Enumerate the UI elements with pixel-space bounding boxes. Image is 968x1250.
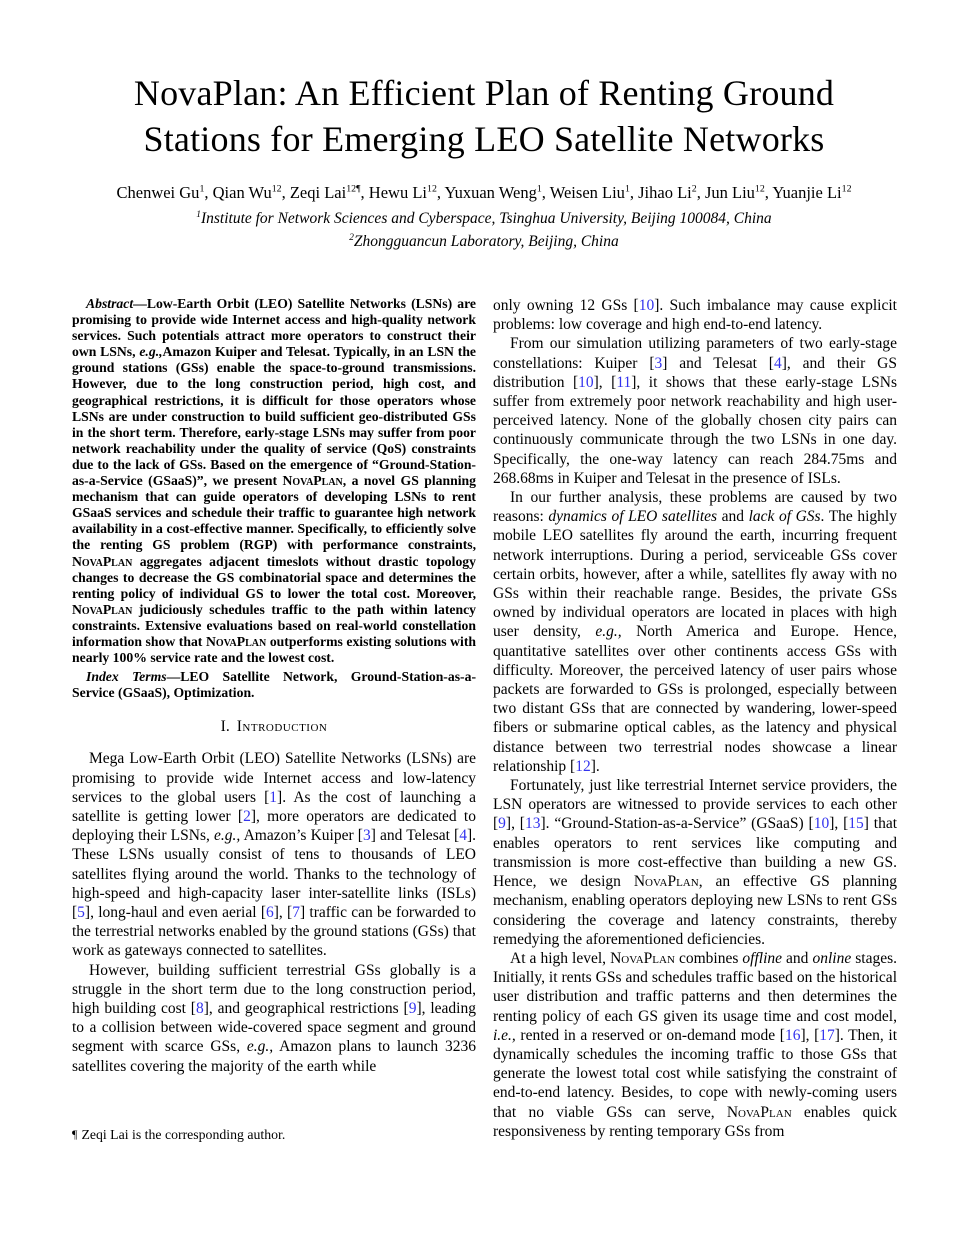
footnote-text: Zeqi Lai is the corresponding author. [81,1127,286,1142]
citation-link[interactable]: 4 [773,354,782,372]
body-paragraph: From our simulation utilizing parameters of two early-stage constellations: Kuiper [3] and Telesat [4], and their GS distribution [10], [11], it shows that these early-stage LSNs suffer from extremely poor network reachability and high user-perceived latency. None of the globally chosen city pairs can continuously communicate through the two LSNs in one day. Specifically, the one-way latency can reach 284.75ms and 268.68ms in Kuiper and Telesat in the presence of ISLs. [493,335,897,487]
citation-link[interactable]: 15 [848,815,864,833]
section-number: I. [220,718,230,736]
body-paragraph: At a high level, NovaPlan combines offline and online stages. Initially, it rents GSs and schedules traffic based on the historical user distribution and traffic patterns and then determines the renting policy of each GS given its usage time and cost model, i.e., rented in a reserved or on-demand mode [16], [17]. Then, it dynamically schedules the incoming traffic to those GSs that generate the lowest total cost while satisfying the constraint of end-to-end latency. Besides, to cope with newly-coming users that no viable GSs can serve, NovaPlan enables quick responsiveness by renting temporary GSs from [493,949,898,1140]
citation-link[interactable]: 3 [362,827,371,845]
citation-link[interactable]: 3 [654,354,663,372]
author-affiliation-marker: 12 [754,183,765,195]
system-name-smallcaps: NovaPlan [726,1103,792,1121]
section-heading-introduction [72,718,476,736]
paper-title-line-1: NovaPlan: An Efficient Plan of Renting Ground [133,73,835,113]
styled-text: e.g., [246,1038,274,1056]
styled-text: lack of GSs [748,508,821,526]
author-line [0,183,968,203]
body-paragraph: However, building sufficient terrestrial GSs globally is a struggle in the short term due to the long construction period, high building cost [8], and geographical restrictions [9], leading to a collision between wide-covered space segment and ground segment with scarce GSs, e.g., Amazon plans to launch 3236 satellites covering the majority of the earth while [72,961,476,1075]
author-affiliation-marker: 1 [199,183,205,195]
styled-text: Abstract [86,296,134,311]
paper-title-line-2: Stations for Emerging LEO Satellite Networks [143,119,825,159]
citation-link[interactable]: 17 [819,1026,835,1044]
styled-text: e.g., [595,623,622,641]
body-paragraph: In our further analysis, these problems are caused by two reasons: dynamics of LEO satellites and lack of GSs. The highly mobile LEO satellites fly around the earth, incurring frequent network interruptions. During a period, serviceable GSs cover certain orbits, however, after a while, satellites fly away with no GSs within their reachable range. Besides, the private GSs owned by individual operators are located in places with high user density, e.g., North America and Europe. Hence, quantitative satellites over other continents access GSs with difficulty. Moreover, the perceived latency of user pairs whose packets are forwarded to GSs is prolonged, especially between two distant GSs that are connected by wandering, lower-speed fibers or submarine optical cables, as the latency and physical distance between two terrestrial nodes showcase a linear relationship [12]. [493,489,897,775]
system-name-smallcaps: NovaPlan [610,949,675,967]
affiliation-2 [0,233,968,251]
right-column [493,296,897,1141]
author-affiliation-marker: 2 [691,183,697,195]
system-name-smallcaps: NovaPlan [72,601,133,617]
author-affiliation-marker: 12 [427,183,437,195]
affiliation-marker: 1 [196,209,201,220]
author-affiliation-marker: 12 [841,183,852,195]
pilcrow-footnote-marker: ¶ [72,1127,78,1141]
author-affiliation-marker: 12 [271,183,282,195]
author: Zeqi Lai$^{12\P}$, [289,183,369,202]
citation-link[interactable]: 10 [578,373,594,391]
affiliation-marker: 2 [349,232,354,243]
citation-link[interactable]: 9 [498,815,506,833]
styled-text: e.g., [214,827,241,845]
abstract-paragraph: Abstract—Low-Earth Orbit (LEO) Satellite Networks (LSNs) are promising to provide wide Internet access and high-quality network services. Such potentials attract more operators to construct their own LSNs, e.g.,Amazon Kuiper and Telesat. Typically, in an LSN the ground stations (GSs) enable the space-to-ground transmissions. However, due to the long construction period, high cost, and geographical restrictions, it is difficult for those operators whose LSNs are under construction to build sufficient geo-distributed GSs in the short term. Therefore, early-stage LSNs may suffer from poor network reachability under the quality of service (QoS) constraints due to the lack of GSs. Based on the emergence of “Ground-Station-as-a-Service (GSaaS)”, we present NovaPlan, a novel GS planning mechanism that can guide operators of developing LSNs to rent GSaaS services and schedule their traffic to guarantee high network availability in a cost-effective manner. Specifically, to efficiently solve the renting GS problem (RGP) with performance constraints, NovaPlan aggregates adjacent timeslots without drastic topology changes to decrease the GS combinatorial space and determines the renting policy of individual GS to lower the total cost. Moreover, NovaPlan judiciously schedules traffic to the path within latency constraints. Extensive evaluations based on real-world constellation information show that NovaPlan outperforms existing solutions with nearly 100% service rate and the lowest cost. [72,296,477,666]
author: Hewu Li$^{12}$, [368,183,445,202]
styled-text: online [812,949,852,967]
author: Jun Liu$^{12}$, [704,183,773,202]
author: Yuxuan Weng$^1$, [444,183,550,202]
author: Qian Wu$^{12}$, [212,183,290,202]
author: Jihao Li$^2$, [638,183,705,202]
citation-link[interactable]: 10 [813,815,830,833]
citation-link[interactable]: 7 [292,903,300,921]
citation-link[interactable]: 4 [459,827,467,845]
corresponding-author-footnote [72,1126,476,1143]
affiliation-1 [0,210,968,228]
styled-text: Index Terms [86,669,167,685]
paper-header [0,0,968,251]
styled-text: dynamics of LEO satellites [548,508,718,526]
author: Yuanjie Li$^{12}$ [772,183,852,202]
styled-text: i.e., [493,1026,516,1044]
author: Weisen Liu$^1$, [549,183,639,202]
citation-link[interactable]: 9 [408,999,417,1017]
citation-link[interactable]: 5 [77,903,85,921]
two-column-body [0,296,968,1141]
citation-link[interactable]: 10 [638,297,655,314]
citation-link[interactable]: 11 [616,373,632,391]
affiliation-text: Institute for Network Sciences and Cyberspace, Tsinghua University, Beijing 100084, China [200,210,772,227]
styled-text: e.g., [139,344,163,360]
citation-link[interactable]: 6 [265,903,274,921]
system-name-smallcaps: NovaPlan [633,873,699,891]
body-paragraph: Fortunately, just like terrestrial Internet service providers, the LSN operators are witnessed to provide services to each other [9], [13]. “Ground-Station-as-a-Service” (GSaaS) [10], [15] that enables operators to rent services like computing and transmission is more cost-effective than building a new GS. Hence, we design NovaPlan, an effective GS planning mechanism, enabling operators deploying new LSNs to rent GSs considering the coverage and latency constraints, thereby remedying the aforementioned deficiencies. [493,777,898,948]
system-name-smallcaps: NovaPlan [72,553,133,569]
index-terms-paragraph: Index Terms—LEO Satellite Network, Ground-Station-as-a-Service (GSaaS), Optimization. [72,669,476,701]
citation-link[interactable]: 2 [243,807,251,825]
system-name-smallcaps: NovaPlan [205,633,267,649]
citation-link[interactable]: 8 [195,999,204,1017]
citation-link[interactable]: 1 [269,788,278,806]
body-paragraph-continuation: only owning 12 GSs [10]. Such imbalance may cause explicit problems: low coverage and high end-to-end latency. [493,297,897,334]
left-column [72,296,476,1141]
citation-link[interactable]: 12 [575,757,591,775]
paper-title [0,70,968,162]
author-affiliation-marker: 12¶ [346,183,361,195]
section-title: Introduction [236,718,328,736]
styled-text: offline [742,949,783,967]
author: Chenwei Gu$^1$, [116,183,213,202]
affiliation-text: Zhongguancun Laboratory, Beijing, China [353,233,619,250]
author-affiliation-marker: 1 [624,183,630,195]
citation-link[interactable]: 13 [524,815,541,833]
author-affiliation-marker: 1 [536,183,542,195]
citation-link[interactable]: 16 [784,1026,801,1044]
body-paragraph: Mega Low-Earth Orbit (LEO) Satellite Networks (LSNs) are promising to provide wide Internet access and low-latency services to the global users [1]. As the cost of launching a satellite is getting lower [2], more operators are dedicated to deploying their LSNs, e.g., Amazon’s Kuiper [3] and Telesat [4]. These LSNs usually consist of tens to thousands of LEO satellites flying around the world. Thanks to the technology of high-speed and high-capacity laser inter-satellite links (ISLs) [5], long-haul and even aerial [6], [7] traffic can be forwarded to the terrestrial networks enabled by the ground stations (GSs) that work as gateways connected to satellites. [72,750,477,960]
system-name-smallcaps: NovaPlan [282,473,343,489]
